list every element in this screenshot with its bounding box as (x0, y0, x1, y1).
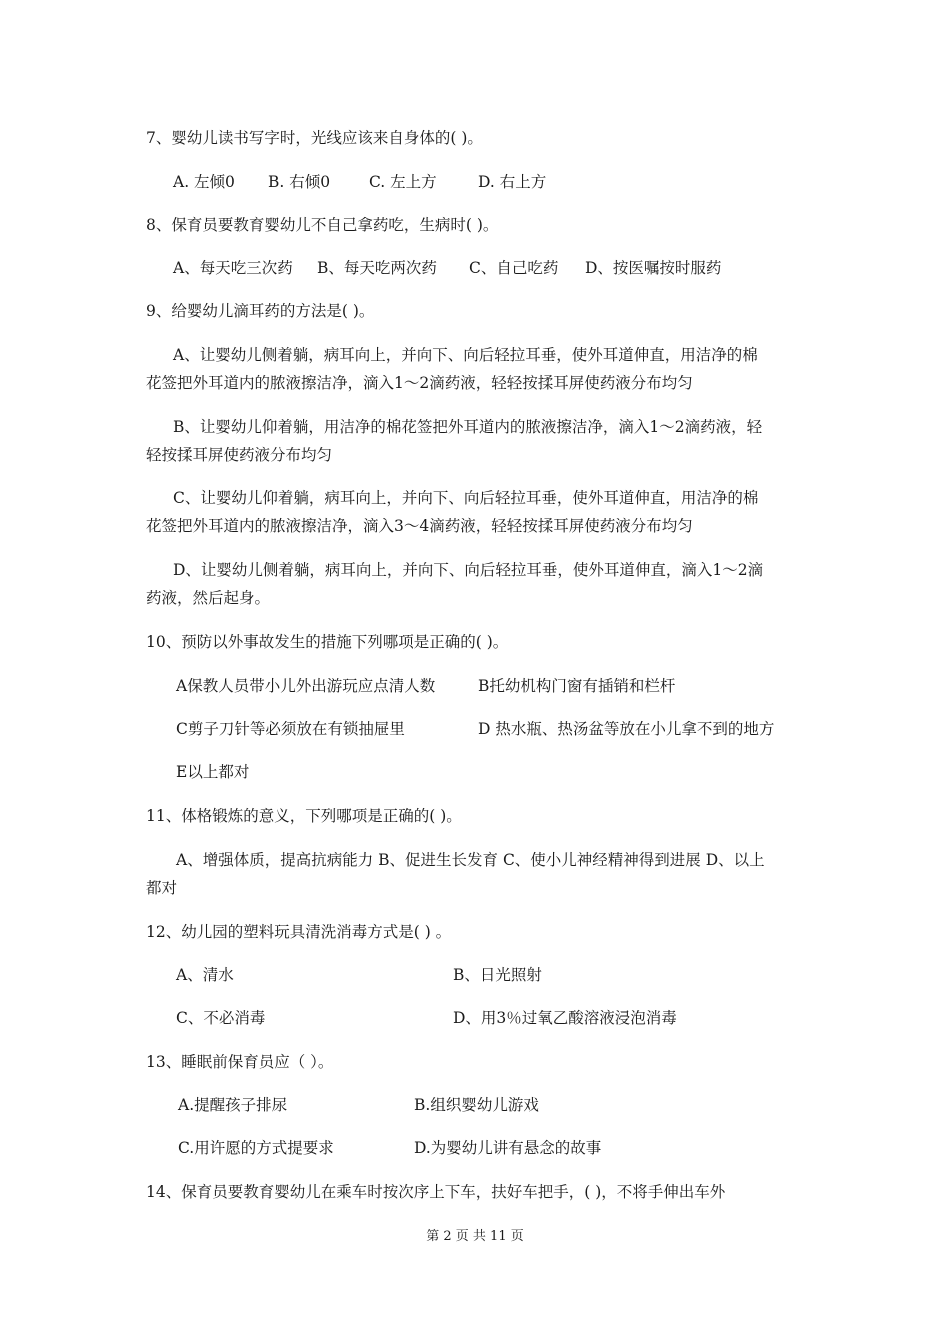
page-footer: 第 2 页 共 11 页 (426, 1229, 524, 1244)
q12-option-c: C、不必消毒 (176, 1009, 266, 1027)
q12-option-d: D、用3％过氧乙酸溶液浸泡消毒 (453, 1009, 677, 1027)
q9-option-c-line2: 花签把外耳道内的脓液擦洁净，滴入3～4滴药液，轻轻按揉耳屏使药液分布均匀 (146, 517, 693, 535)
q13-option-a: A.提醒孩子排尿 (178, 1096, 288, 1114)
q12-option-b: B、日光照射 (453, 966, 542, 984)
q8-option-a: A、每天吃三次药 (173, 259, 293, 277)
q10-option-b: B托幼机构门窗有插销和栏杆 (478, 677, 676, 695)
q13-option-d: D.为婴幼儿讲有悬念的故事 (414, 1139, 602, 1157)
question-7-stem: 7、婴幼儿读书写字时，光线应该来自身体的( )。 (146, 129, 483, 147)
q7-option-b: B. 右倾0 (268, 173, 331, 191)
q10-option-d: D 热水瓶、热汤盆等放在小儿拿不到的地方 (478, 720, 775, 738)
q7-option-c: C. 左上方 (369, 173, 437, 191)
q10-option-e: E以上都对 (176, 763, 250, 781)
question-13-stem: 13、睡眠前保育员应（ ）。 (146, 1053, 334, 1071)
q9-option-d-line2: 药液，然后起身。 (146, 589, 271, 607)
q7-option-a: A. 左倾0 (173, 173, 235, 191)
q9-option-b-line1: B、让婴幼儿仰着躺，用洁净的棉花签把外耳道内的脓液擦洁净，滴入1～2滴药液，轻 (173, 418, 763, 436)
question-11-stem: 11、体格锻炼的意义，下列哪项是正确的( )。 (146, 807, 462, 825)
q8-option-c: C、自己吃药 (469, 259, 559, 277)
q11-options-line2: 都对 (146, 879, 178, 897)
question-8-stem: 8、保育员要教育婴幼儿不自己拿药吃，生病时( )。 (146, 216, 499, 234)
q9-option-c-line1: C、让婴幼儿仰着躺，病耳向上，并向下、向后轻拉耳垂，使外耳道伸直，用洁净的棉 (173, 489, 759, 507)
q9-option-b-line2: 轻按揉耳屏使药液分布均匀 (146, 446, 333, 464)
question-9-stem: 9、给婴幼儿滴耳药的方法是( )。 (146, 302, 375, 320)
q11-options-line1: A、增强体质，提高抗病能力 B、促进生长发育 C、使小儿神经精神得到进展 D、以上 (176, 851, 765, 869)
question-14-stem: 14、保育员要教育婴幼儿在乘车时按次序上下车，扶好车把手，( )，不将手伸出车外 (146, 1183, 726, 1201)
q10-option-c: C剪子刀针等必须放在有锁抽屉里 (176, 720, 405, 738)
q12-option-a: A、清水 (176, 966, 234, 984)
q9-option-a-line1: A、让婴幼儿侧着躺，病耳向上，并向下、向后轻拉耳垂，使外耳道伸直，用洁净的棉 (173, 346, 758, 364)
q8-option-d: D、按医嘱按时服药 (585, 259, 722, 277)
q13-option-c: C.用许愿的方式提要求 (178, 1139, 334, 1157)
q8-option-b: B、每天吃两次药 (317, 259, 437, 277)
q7-option-d: D. 右上方 (478, 173, 547, 191)
q13-option-b: B.组织婴幼儿游戏 (414, 1096, 539, 1114)
q10-option-a: A保教人员带小儿外出游玩应点清人数 (176, 677, 436, 695)
question-10-stem: 10、预防以外事故发生的措施下列哪项是正确的( )。 (146, 633, 509, 651)
q9-option-a-line2: 花签把外耳道内的脓液擦洁净，滴入1～2滴药液，轻轻按揉耳屏使药液分布均匀 (146, 374, 693, 392)
q9-option-d-line1: D、让婴幼儿侧着躺，病耳向上，并向下、向后轻拉耳垂，使外耳道伸直，滴入1～2滴 (173, 561, 764, 579)
question-12-stem: 12、幼儿园的塑料玩具清洗消毒方式是( ) 。 (146, 923, 452, 941)
